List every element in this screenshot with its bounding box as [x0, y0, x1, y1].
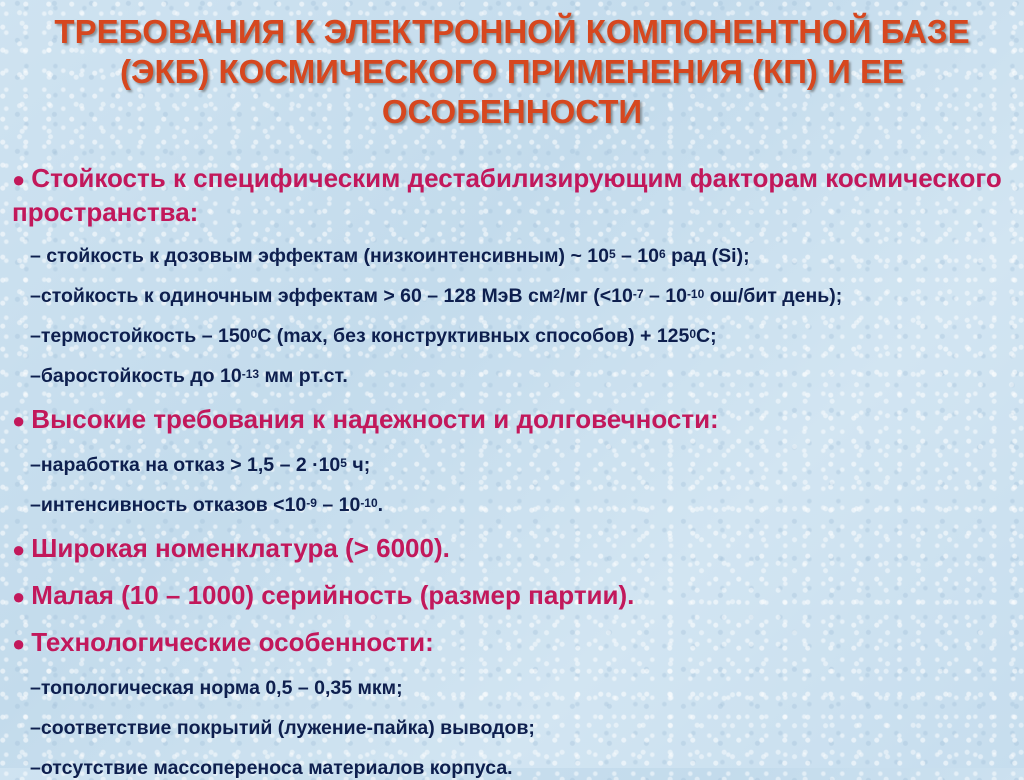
- bullet-text: Высокие требования к надежности и долговечности:: [31, 404, 719, 434]
- spacer: [12, 740, 1012, 756]
- bullet-dot-icon: ●: [12, 631, 26, 656]
- sub-text: С;: [696, 325, 717, 347]
- bullet-item: [12, 532, 1012, 566]
- bullet-item: [12, 579, 1012, 613]
- sub-item: [30, 364, 1012, 388]
- sub-item: [30, 453, 1012, 477]
- bullet-dot-icon: ●: [12, 584, 26, 609]
- sub-item: [30, 493, 1012, 517]
- sub-text: –термостойкость – 150: [30, 325, 251, 347]
- sub-text: рад (Si);: [665, 245, 750, 267]
- sub-text: –баростойкость до 10: [30, 365, 242, 387]
- superscript: 2: [553, 287, 560, 301]
- sub-text: мм рт.ст.: [259, 365, 348, 387]
- slide-title: ТРЕБОВАНИЯ К ЭЛЕКТРОННОЙ КОМПОНЕНТНОЙ БАЗЕ (ЭКБ) КОСМИЧЕСКОГО ПРИМЕНЕНИЯ (КП) И ЕЕ ОСОБЕННОСТИ: [54, 13, 970, 130]
- bullet-item: [12, 626, 1012, 660]
- sub-text: –топологическая норма 0,5 – 0,35 мкм;: [30, 677, 403, 699]
- sub-item: [30, 756, 1012, 780]
- sub-text: –наработка на отказ > 1,5 – 2 ·10: [30, 454, 341, 476]
- sub-text: – 10: [615, 245, 659, 267]
- sub-text: –интенсивность отказов <10: [30, 494, 307, 516]
- sub-item: [30, 676, 1012, 700]
- sub-text: ош/бит день);: [704, 285, 843, 307]
- bullet-item: [12, 403, 1012, 437]
- bullet-text: Стойкость к специфическим дестабилизирующим факторам космического пространства:: [12, 163, 1002, 227]
- sub-text: – 10: [316, 494, 361, 516]
- sub-text: С (max, без конструктивных способов) + 125: [257, 325, 690, 347]
- spacer: [12, 268, 1012, 284]
- superscript: 0: [689, 327, 697, 341]
- sub-item: [30, 244, 1012, 268]
- spacer: [12, 613, 1012, 626]
- superscript: 0: [250, 327, 258, 341]
- spacer: [12, 660, 1012, 676]
- superscript: -10: [686, 287, 705, 301]
- spacer: [12, 388, 1012, 403]
- sub-text: /мг (<10: [559, 285, 633, 307]
- bullet-text: Малая (10 – 1000) серийность (размер партии).: [31, 580, 635, 610]
- bullet-dot-icon: ●: [12, 408, 26, 433]
- spacer: [12, 566, 1012, 579]
- sub-text: .: [377, 494, 384, 516]
- spacer: [12, 517, 1012, 532]
- spacer: [12, 308, 1012, 324]
- spacer: [12, 437, 1012, 453]
- superscript: -13: [241, 367, 260, 381]
- slide-content: [12, 162, 1012, 780]
- sub-text: –отсутствие массопереноса материалов корпуса.: [30, 757, 513, 779]
- sub-text: –соответствие покрытий (лужение-пайка) выводов;: [30, 717, 535, 739]
- bullet-dot-icon: ●: [12, 167, 26, 192]
- sub-item: [30, 284, 1012, 308]
- sub-text: – 10: [643, 285, 687, 307]
- bullet-dot-icon: ●: [12, 537, 26, 562]
- spacer: [12, 477, 1012, 493]
- superscript: -9: [306, 496, 317, 510]
- bullet-text: Широкая номенклатура (> 6000).: [31, 533, 450, 563]
- sub-text: –стойкость к одиночным эффектам > 60 – 128 МэВ см: [30, 285, 554, 307]
- spacer: [12, 700, 1012, 716]
- superscript: -7: [632, 287, 644, 301]
- bullet-text: Технологические особенности:: [31, 627, 434, 657]
- superscript: -10: [360, 496, 378, 510]
- superscript: 6: [659, 247, 666, 261]
- sub-text: – стойкость к дозовым эффектам (низкоинтенсивным) ~ 10: [30, 245, 609, 267]
- bullet-item: [12, 162, 1012, 228]
- spacer: [12, 228, 1012, 244]
- sub-item: [30, 324, 1012, 348]
- superscript: 5: [608, 247, 616, 261]
- sub-text: ч;: [346, 454, 371, 476]
- spacer: [12, 348, 1012, 364]
- sub-item: [30, 716, 1012, 740]
- superscript: 5: [340, 456, 347, 470]
